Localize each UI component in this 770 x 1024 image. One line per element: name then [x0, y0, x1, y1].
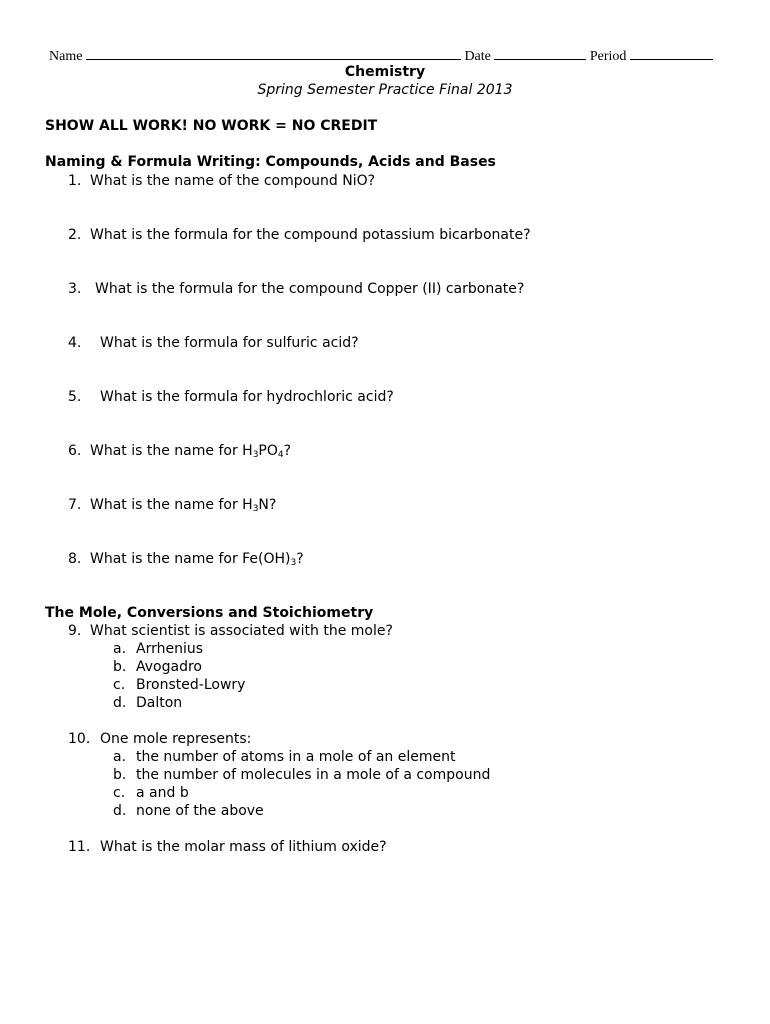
q9-option-c[interactable]: c. Bronsted-Lowry	[113, 677, 246, 693]
question-2: 2. What is the formula for the compound potassium bicarbonate?	[68, 227, 531, 243]
question-5: 5. What is the formula for hydrochloric acid?	[68, 389, 394, 405]
question-11: 11. What is the molar mass of lithium oxide?	[68, 839, 387, 855]
page-title: Chemistry	[344, 64, 426, 80]
section-heading-mole: The Mole, Conversions and Stoichiometry	[45, 605, 374, 621]
question-3: 3. What is the formula for the compound Copper (II) carbonate?	[68, 281, 525, 297]
name-label: Name	[49, 49, 83, 64]
question-4: 4. What is the formula for sulfuric acid?	[68, 335, 359, 351]
question-7: 7. What is the name for $H_3N$?	[68, 497, 277, 514]
name-blank[interactable]	[86, 46, 461, 60]
q9-option-a[interactable]: a. Arrhenius	[113, 641, 204, 657]
q9-option-d[interactable]: d. Dalton	[113, 695, 183, 711]
question-10: 10. One mole represents:	[68, 731, 252, 747]
section-heading-naming: Naming & Formula Writing: Compounds, Acids and Bases	[45, 154, 496, 170]
question-8: 8. What is the name for $Fe(OH)_3$?	[68, 551, 304, 568]
question-9: 9. What scientist is associated with the mole?	[68, 623, 393, 639]
question-1: 1. What is the name of the compound NiO?	[68, 173, 376, 189]
period-blank[interactable]	[630, 46, 713, 60]
question-6: 6. What is the name for $H_3PO_4$?	[68, 443, 292, 460]
instruction: SHOW ALL WORK! NO WORK = NO CREDIT	[45, 118, 378, 134]
q9-option-b[interactable]: b. Avogadro	[113, 659, 202, 675]
date-label: Date	[464, 49, 491, 64]
q10-option-d[interactable]: d. none of the above	[113, 803, 264, 819]
header-fields	[49, 46, 713, 65]
q10-option-b[interactable]: b. the number of molecules in a mole of a compound	[113, 767, 491, 783]
page-subtitle: Spring Semester Practice Final 2013	[257, 82, 513, 98]
period-label: Period	[589, 49, 627, 64]
q10-option-c[interactable]: c. a and b	[113, 785, 189, 801]
date-blank[interactable]	[494, 46, 586, 60]
q10-option-a[interactable]: a. the number of atoms in a mole of an element	[113, 749, 456, 765]
